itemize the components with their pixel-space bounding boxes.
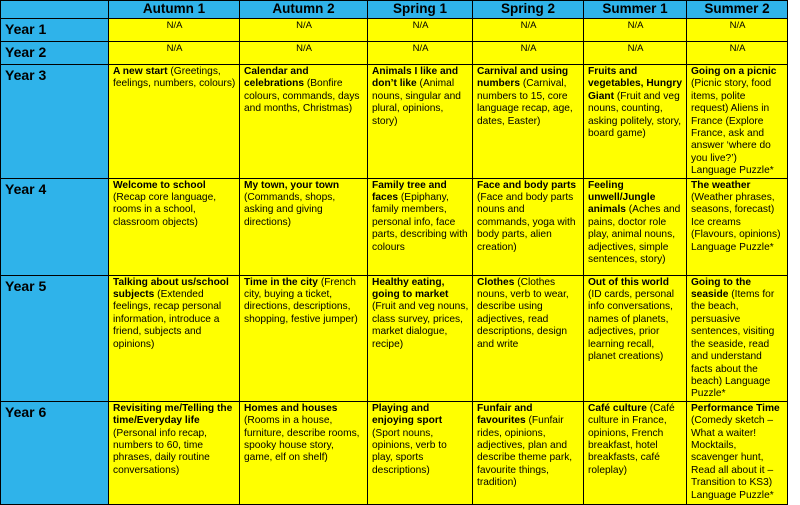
unit-title: Playing and enjoying sport <box>372 402 443 427</box>
year-row <box>1 178 788 275</box>
unit-desc: (Recap core language, rooms in a school, classroom objects) <box>113 192 217 228</box>
unit-desc: (French city, buying a ticket, directions, descriptions, shopping, festive jumper) <box>244 276 358 325</box>
term-header: Autumn 2 <box>240 1 368 19</box>
year-label: Year 2 <box>1 42 109 65</box>
year-row <box>1 42 788 65</box>
unit-desc: (Carnival, numbers to 15, core language recap, age, dates, Easter) <box>477 78 573 127</box>
na-cell: N/A <box>368 19 473 42</box>
unit-desc: (Personal info recap, numbers to 60, time phrases, daily routine conversations) <box>113 427 210 476</box>
unit-desc: (Greetings, feelings, numbers, colours) <box>113 66 236 90</box>
unit-cell <box>368 401 473 504</box>
unit-title: Funfair and favourites <box>477 402 533 427</box>
unit-title: Animals I like and don’t like <box>372 66 459 90</box>
unit-desc: (Weather phrases, seasons, forecast) Ice creams (Flavours, opinions) Language Puzzle* <box>691 192 781 253</box>
unit-desc: (Aches and pains, doctor role play, animal nouns, adjectives, simple sentences, story) <box>588 204 681 266</box>
unit-title: Performance Time <box>691 402 780 414</box>
unit-cell <box>240 275 368 401</box>
unit-title: Fruits and vegetables, Hungry Giant <box>588 66 682 102</box>
year-row <box>1 65 788 179</box>
unit-desc: (Face and body parts nouns and commands, yoga with body parts, alien creation) <box>477 192 576 253</box>
unit-title: Clothes <box>477 276 515 288</box>
unit-title: Healthy eating, going to market <box>372 276 449 301</box>
term-header: Summer 2 <box>687 1 788 19</box>
unit-desc: (ID cards, personal info conversations, names of planets, adjectives, prior learning recall, planet creations) <box>588 289 675 363</box>
unit-title: My town, your town <box>244 179 340 191</box>
year-label: Year 4 <box>1 178 109 275</box>
unit-title: A new start <box>113 66 168 77</box>
unit-desc: (Epiphany, family members, personal info, face parts, describing with colours <box>372 192 468 253</box>
unit-desc: (Fruit and veg nouns, counting, asking politely, story, board game) <box>588 90 682 140</box>
unit-cell <box>109 65 240 179</box>
unit-title: Out of this world <box>588 276 669 288</box>
unit-title: Going on a picnic <box>691 66 777 77</box>
unit-cell <box>109 178 240 275</box>
year-label: Year 5 <box>1 275 109 401</box>
term-header: Autumn 1 <box>109 1 240 19</box>
unit-title: Family tree and faces <box>372 179 447 204</box>
unit-desc: (Items for the beach, persuasive sentences, visiting the seaside, read and understand facts about the beach) Language Puzzle* <box>691 289 775 400</box>
unit-title: Face and body parts <box>477 179 577 191</box>
unit-cell <box>687 275 788 401</box>
unit-cell <box>109 401 240 504</box>
unit-desc: (Commands, shops, asking and giving directions) <box>244 192 336 228</box>
unit-title: Welcome to school <box>113 179 206 191</box>
unit-desc: (Clothes nouns, verb to wear, describe using adjectives, read descriptions, design and write <box>477 276 569 350</box>
header-row <box>1 1 788 19</box>
unit-cell <box>584 178 687 275</box>
unit-desc: (Picnic story, food items, polite request) Aliens in France (Explore France, ask and answer ‘where do you live?’) Language Puzzle* <box>691 78 774 177</box>
na-cell: N/A <box>109 19 240 42</box>
year-row <box>1 19 788 42</box>
unit-title: Homes and houses <box>244 402 338 414</box>
term-header: Summer 1 <box>584 1 687 19</box>
year-label: Year 6 <box>1 401 109 504</box>
na-cell: N/A <box>584 42 687 65</box>
unit-title: Calendar and celebrations <box>244 66 309 90</box>
unit-cell <box>473 401 584 504</box>
unit-cell <box>240 65 368 179</box>
unit-desc: (Funfair rides, opinions, adjectives, plan and describe theme park, favourite things, tradition) <box>477 415 573 489</box>
unit-desc: (Bonfire colours, commands, days and months, Christmas) <box>244 78 360 115</box>
unit-desc: (Animal nouns, singular and plural, opinions, story) <box>372 78 461 127</box>
unit-desc: (Extended feelings, recap personal information, introduce a friend, subjects and opinions) <box>113 289 222 350</box>
unit-desc: (Sport nouns, opinions, verb to play, sports descriptions) <box>372 427 447 476</box>
unit-desc: (Comedy sketch – What a waiter! Mocktails, scavenger hunt, Read all about it – Transition to KS3) Language Puzzle* <box>691 415 774 501</box>
unit-cell <box>368 65 473 179</box>
unit-cell <box>368 178 473 275</box>
unit-cell <box>473 275 584 401</box>
unit-title: Going to the seaside <box>691 276 751 301</box>
unit-cell <box>109 275 240 401</box>
unit-title: Time in the city <box>244 276 318 288</box>
unit-title: Revisiting me/Telling the time/Everyday life <box>113 402 233 427</box>
na-cell: N/A <box>240 42 368 65</box>
unit-cell <box>240 401 368 504</box>
unit-cell <box>584 275 687 401</box>
na-cell: N/A <box>584 19 687 42</box>
na-cell: N/A <box>687 19 788 42</box>
unit-cell <box>473 178 584 275</box>
unit-cell <box>584 65 687 179</box>
unit-cell <box>584 401 687 504</box>
unit-title: Carnival and using numbers <box>477 66 569 90</box>
term-header: Spring 1 <box>368 1 473 19</box>
na-cell: N/A <box>687 42 788 65</box>
unit-desc: (Café culture in France, opinions, French breakfast, hotel breakfasts, café roleplay) <box>588 402 675 476</box>
unit-desc: (Rooms in a house, furniture, describe rooms, spooky house story, game, elf on shelf) <box>244 415 360 464</box>
na-cell: N/A <box>368 42 473 65</box>
unit-title: Talking about us/school subjects <box>113 276 229 301</box>
year-row <box>1 401 788 504</box>
unit-title: The weather <box>691 179 751 191</box>
corner-cell <box>1 1 109 19</box>
unit-cell <box>687 65 788 179</box>
year-label: Year 1 <box>1 19 109 42</box>
unit-cell <box>240 178 368 275</box>
unit-desc: (Fruit and veg nouns, class survey, prices, market dialogue, recipe) <box>372 301 469 350</box>
unit-cell <box>687 178 788 275</box>
year-row <box>1 275 788 401</box>
na-cell: N/A <box>473 19 584 42</box>
na-cell: N/A <box>109 42 240 65</box>
year-label: Year 3 <box>1 65 109 179</box>
unit-title: Feeling unwell/Jungle animals <box>588 179 656 216</box>
unit-cell <box>368 275 473 401</box>
unit-title: Café culture <box>588 402 647 414</box>
unit-cell <box>473 65 584 179</box>
na-cell: N/A <box>473 42 584 65</box>
term-header: Spring 2 <box>473 1 584 19</box>
unit-cell <box>687 401 788 504</box>
na-cell: N/A <box>240 19 368 42</box>
